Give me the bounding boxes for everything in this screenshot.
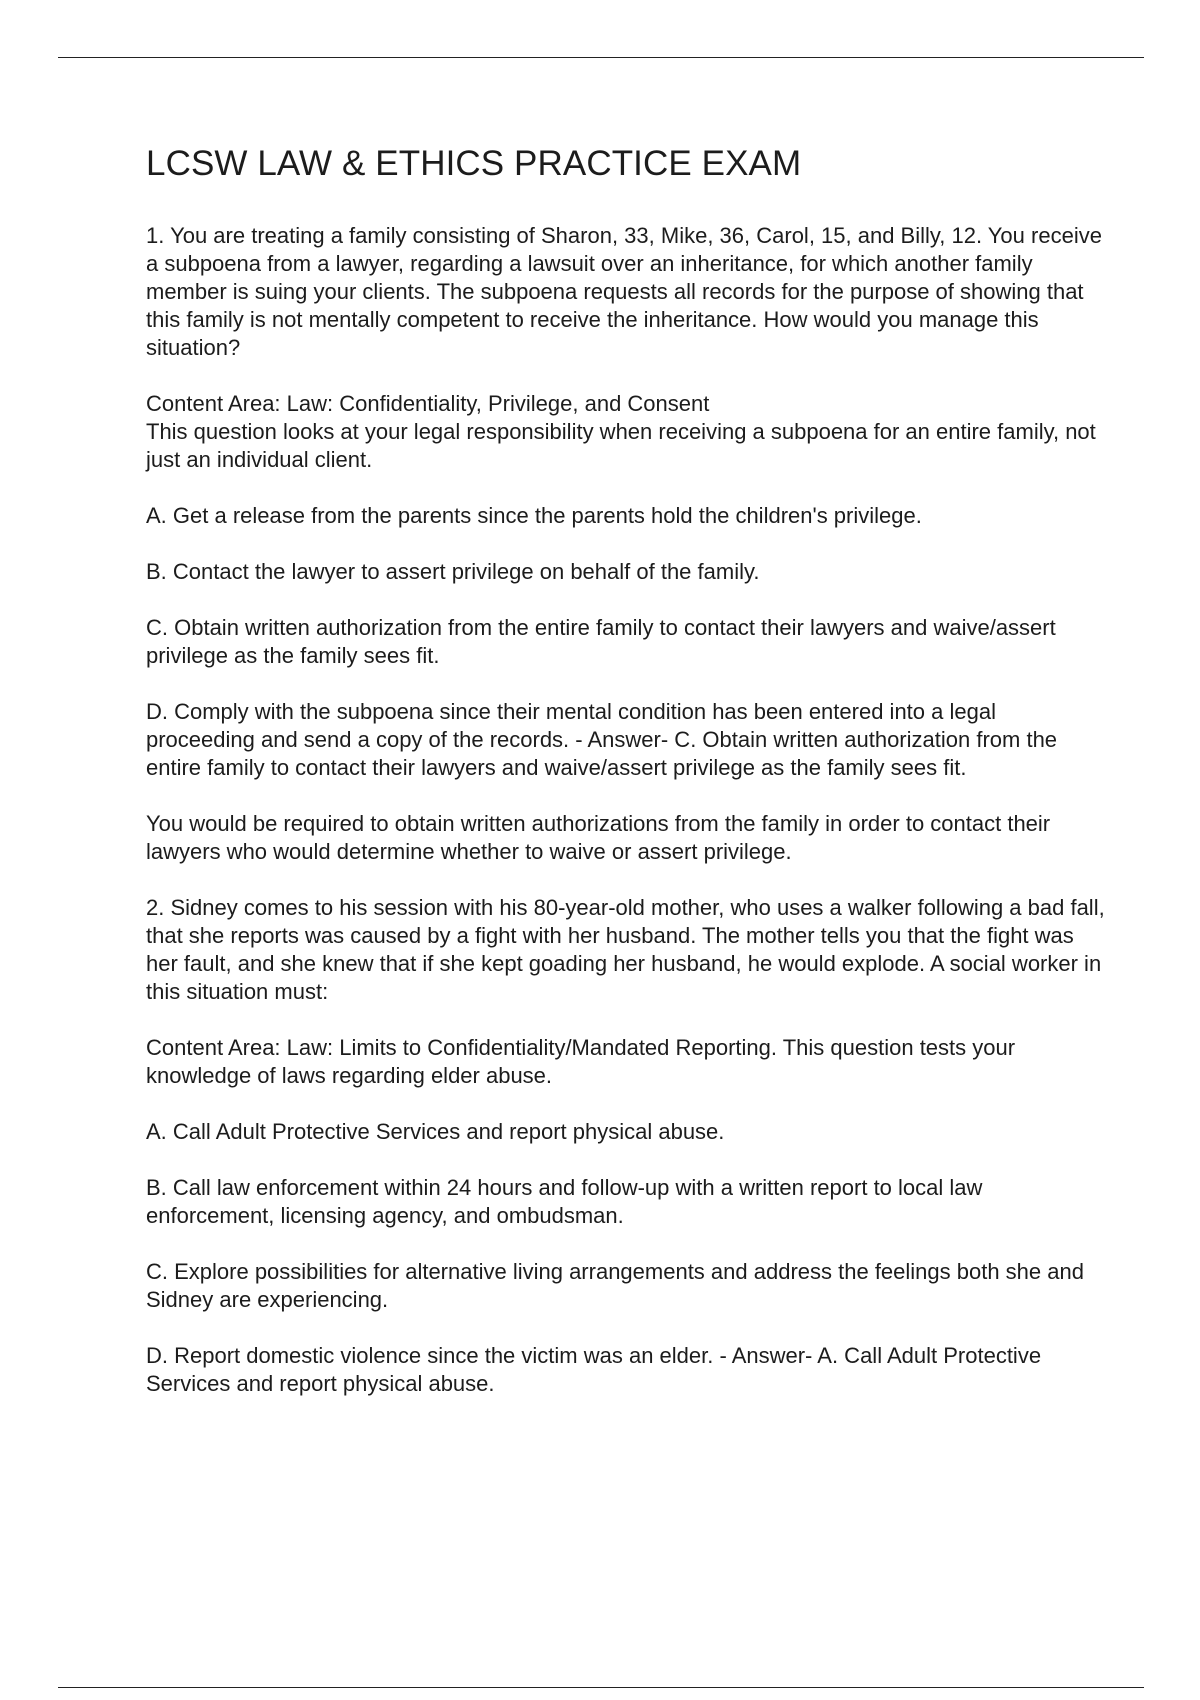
page-title: LCSW LAW & ETHICS PRACTICE EXAM bbox=[146, 144, 802, 183]
question-2-content-area: Content Area: Law: Limits to Confidentiality/Mandated Reporting. This question tests your knowledge of laws regarding elder abuse. bbox=[146, 1035, 1016, 1088]
question-1-text: 1. You are treating a family consisting of Sharon, 33, Mike, 36, Carol, 15, and Billy, 12. You receive a subpoena from a lawyer, regarding a lawsuit over an inheritance, for which another family member is suing your clients. The subpoena requests all records for the purpose of showing that this family is not mentally competent to receive the inheritance. How would you manage this situation? bbox=[146, 223, 1102, 360]
question-2-text: 2. Sidney comes to his session with his 80-year-old mother, who uses a walker following a bad fall, that she reports was caused by a fight with her husband. The mother tells you that the fight was her fault, and she knew that if she kept goading her husband, he would explode. A social worker in this situation must: bbox=[146, 895, 1105, 1004]
question-1-option-d: D. Comply with the subpoena since their mental condition has been entered into a legal proceeding and send a copy of the records. - Answer- C. Obtain written authorization from the entire family to contact their lawyers and waive/assert privilege as the family sees fit. bbox=[146, 699, 1058, 780]
question-2-option-b: B. Call law enforcement within 24 hours and follow-up with a written report to local law enforcement, licensing agency, and ombudsman. bbox=[146, 1175, 983, 1228]
question-1-option-a: A. Get a release from the parents since the parents hold the children's privilege. bbox=[146, 503, 922, 528]
question-2-option-d: D. Report domestic violence since the victim was an elder. - Answer- A. Call Adult Protective Services and report physical abuse. bbox=[146, 1343, 1042, 1396]
question-2-option-a: A. Call Adult Protective Services and report physical abuse. bbox=[146, 1119, 725, 1144]
question-2-option-c: C. Explore possibilities for alternative living arrangements and address the feelings both she and Sidney are experiencing. bbox=[146, 1259, 1084, 1312]
question-1-option-b: B. Contact the lawyer to assert privilege on behalf of the family. bbox=[146, 559, 760, 584]
question-1-option-c: C. Obtain written authorization from the entire family to contact their lawyers and waive/assert privilege as the family sees fit. bbox=[146, 615, 1056, 668]
header-rule bbox=[58, 57, 1144, 58]
question-1-content-area: Content Area: Law: Confidentiality, Privilege, and Consent bbox=[146, 391, 710, 416]
question-1-description: This question looks at your legal responsibility when receiving a subpoena for an entire family, not just an individual client. bbox=[146, 419, 1096, 472]
question-1-explanation: You would be required to obtain written authorizations from the family in order to contact their lawyers who would determine whether to waive or assert privilege. bbox=[146, 811, 1051, 864]
footer-rule bbox=[58, 1687, 1144, 1688]
page-content bbox=[146, 144, 1106, 1426]
